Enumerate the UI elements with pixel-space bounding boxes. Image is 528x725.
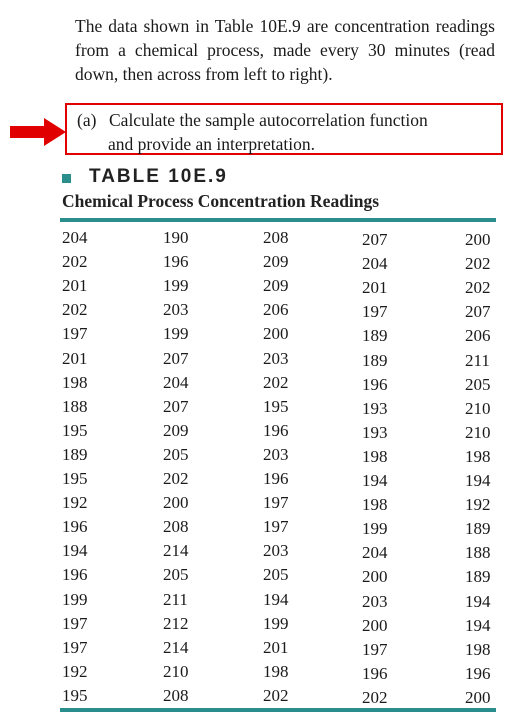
- table-cell: 205: [263, 565, 289, 585]
- table-cell: 196: [62, 565, 88, 585]
- table-cell: 202: [62, 300, 88, 320]
- table-cell: 199: [163, 276, 189, 296]
- table-marker-bullet: [62, 174, 71, 183]
- table-cell: 193: [362, 398, 388, 418]
- table-cell: 197: [62, 637, 88, 657]
- table-cell: 190: [163, 228, 189, 247]
- table-cell: 207: [163, 348, 189, 368]
- task-label: (a): [77, 110, 97, 130]
- intro-paragraph: The data shown in Table 10E.9 are concentration readings from a chemical process, made every 30 minutes (read down, then across from left to right).: [75, 16, 495, 84]
- table-cell: 212: [163, 613, 189, 633]
- table-cell: 192: [62, 661, 88, 681]
- table-cell: 209: [263, 252, 289, 272]
- table-cell: 196: [362, 374, 388, 394]
- table-cell: 194: [465, 591, 491, 611]
- table-cell: 199: [163, 324, 189, 344]
- table-cell: 196: [362, 663, 388, 683]
- table-bottom-rule: [60, 708, 496, 712]
- table-cell: 200: [263, 324, 289, 344]
- table-cell: 210: [465, 422, 491, 442]
- table-cell: 207: [465, 302, 491, 322]
- table-cell: 201: [62, 348, 88, 368]
- table-top-rule: [60, 218, 496, 222]
- table-cell: 202: [465, 254, 491, 274]
- table-cell: 198: [62, 372, 88, 392]
- table-cell: 194: [263, 589, 289, 609]
- table-cell: 203: [163, 300, 189, 320]
- table-cell: 189: [465, 567, 491, 587]
- table-cell: 195: [62, 469, 88, 488]
- table-cell: 204: [362, 543, 388, 563]
- table-cell: 204: [362, 254, 388, 274]
- table-cell: 197: [62, 324, 88, 344]
- table-cell: 206: [465, 326, 491, 346]
- table-cell: 189: [62, 444, 88, 464]
- table-cell: 188: [465, 543, 491, 563]
- table-cell: 198: [362, 495, 388, 515]
- table-cell: 192: [465, 495, 491, 515]
- table-cell: 202: [62, 252, 88, 272]
- table-cell: 205: [163, 444, 189, 464]
- table-cell: 214: [163, 637, 189, 657]
- table-cell: 204: [163, 372, 189, 392]
- table-cell: 200: [362, 567, 388, 587]
- table-cell: 189: [362, 326, 388, 346]
- table-cell: 200: [465, 687, 491, 707]
- table-cell: 205: [465, 374, 491, 394]
- task-text-1: Calculate the sample autocorrelation function: [109, 110, 428, 130]
- table-cell: 197: [263, 517, 289, 537]
- table-cell: 200: [465, 230, 491, 249]
- table-cell: 192: [62, 493, 88, 513]
- table-cell: 201: [362, 278, 388, 298]
- table-cell: 197: [62, 613, 88, 633]
- table-cell: 214: [163, 541, 189, 561]
- table-cell: 196: [163, 252, 189, 272]
- table-cell: 199: [362, 519, 388, 539]
- table-cell: 208: [163, 685, 189, 705]
- task-line-1: [77, 108, 497, 132]
- table-cell: 201: [62, 276, 88, 296]
- table-cell: 202: [263, 685, 289, 705]
- table-cell: 193: [362, 422, 388, 442]
- table-cell: 195: [263, 396, 289, 416]
- table-cell: 198: [362, 446, 388, 466]
- table-cell: 194: [465, 471, 491, 490]
- table-cell: 208: [163, 517, 189, 537]
- table-cell: 194: [362, 471, 388, 490]
- table-cell: 195: [62, 420, 88, 440]
- table-cell: 189: [465, 519, 491, 539]
- table-cell: 202: [163, 469, 189, 488]
- table-cell: 209: [263, 276, 289, 296]
- table-cell: 199: [62, 589, 88, 609]
- table-cell: 196: [465, 663, 491, 683]
- table-cell: 197: [263, 493, 289, 513]
- table-cell: 203: [263, 541, 289, 561]
- table-cell: 198: [465, 446, 491, 466]
- table-cell: 198: [465, 639, 491, 659]
- table-cell: 209: [163, 420, 189, 440]
- table-cell: 203: [362, 591, 388, 611]
- table-cell: 211: [163, 589, 188, 609]
- table-cell: 196: [263, 420, 289, 440]
- table-cell: 202: [465, 278, 491, 298]
- table-cell: 198: [263, 661, 289, 681]
- table-cell: 194: [465, 615, 491, 635]
- table-title: TABLE 10E.9: [89, 166, 228, 187]
- task-highlight-box: [65, 103, 503, 155]
- table-cell: 197: [362, 302, 388, 322]
- table-cell: 208: [263, 228, 289, 247]
- table-cell: 195: [62, 685, 88, 705]
- table-cell: 203: [263, 444, 289, 464]
- table-cell: 201: [263, 637, 289, 657]
- table-cell: 207: [362, 230, 388, 249]
- table-cell: 206: [263, 300, 289, 320]
- table-cell: 196: [62, 517, 88, 537]
- table-cell: 210: [465, 398, 491, 418]
- table-cell: 205: [163, 565, 189, 585]
- table-cell: 202: [362, 687, 388, 707]
- table-cell: 211: [465, 350, 490, 370]
- table-cell: 203: [263, 348, 289, 368]
- table-cell: 204: [62, 228, 88, 247]
- table-cell: 207: [163, 396, 189, 416]
- table-cell: 197: [362, 639, 388, 659]
- table-cell: 194: [62, 541, 88, 561]
- table-cell: 202: [263, 372, 289, 392]
- table-cell: 200: [362, 615, 388, 635]
- table-cell: 200: [163, 493, 189, 513]
- table-cell: 210: [163, 661, 189, 681]
- right-arrow-icon: [10, 118, 66, 146]
- task-text-2: and provide an interpretation.: [108, 134, 316, 154]
- table-cell: 199: [263, 613, 289, 633]
- table-caption: Chemical Process Concentration Readings: [62, 191, 380, 211]
- table-cell: 188: [62, 396, 88, 416]
- table-cell: 196: [263, 469, 289, 488]
- table-cell: 189: [362, 350, 388, 370]
